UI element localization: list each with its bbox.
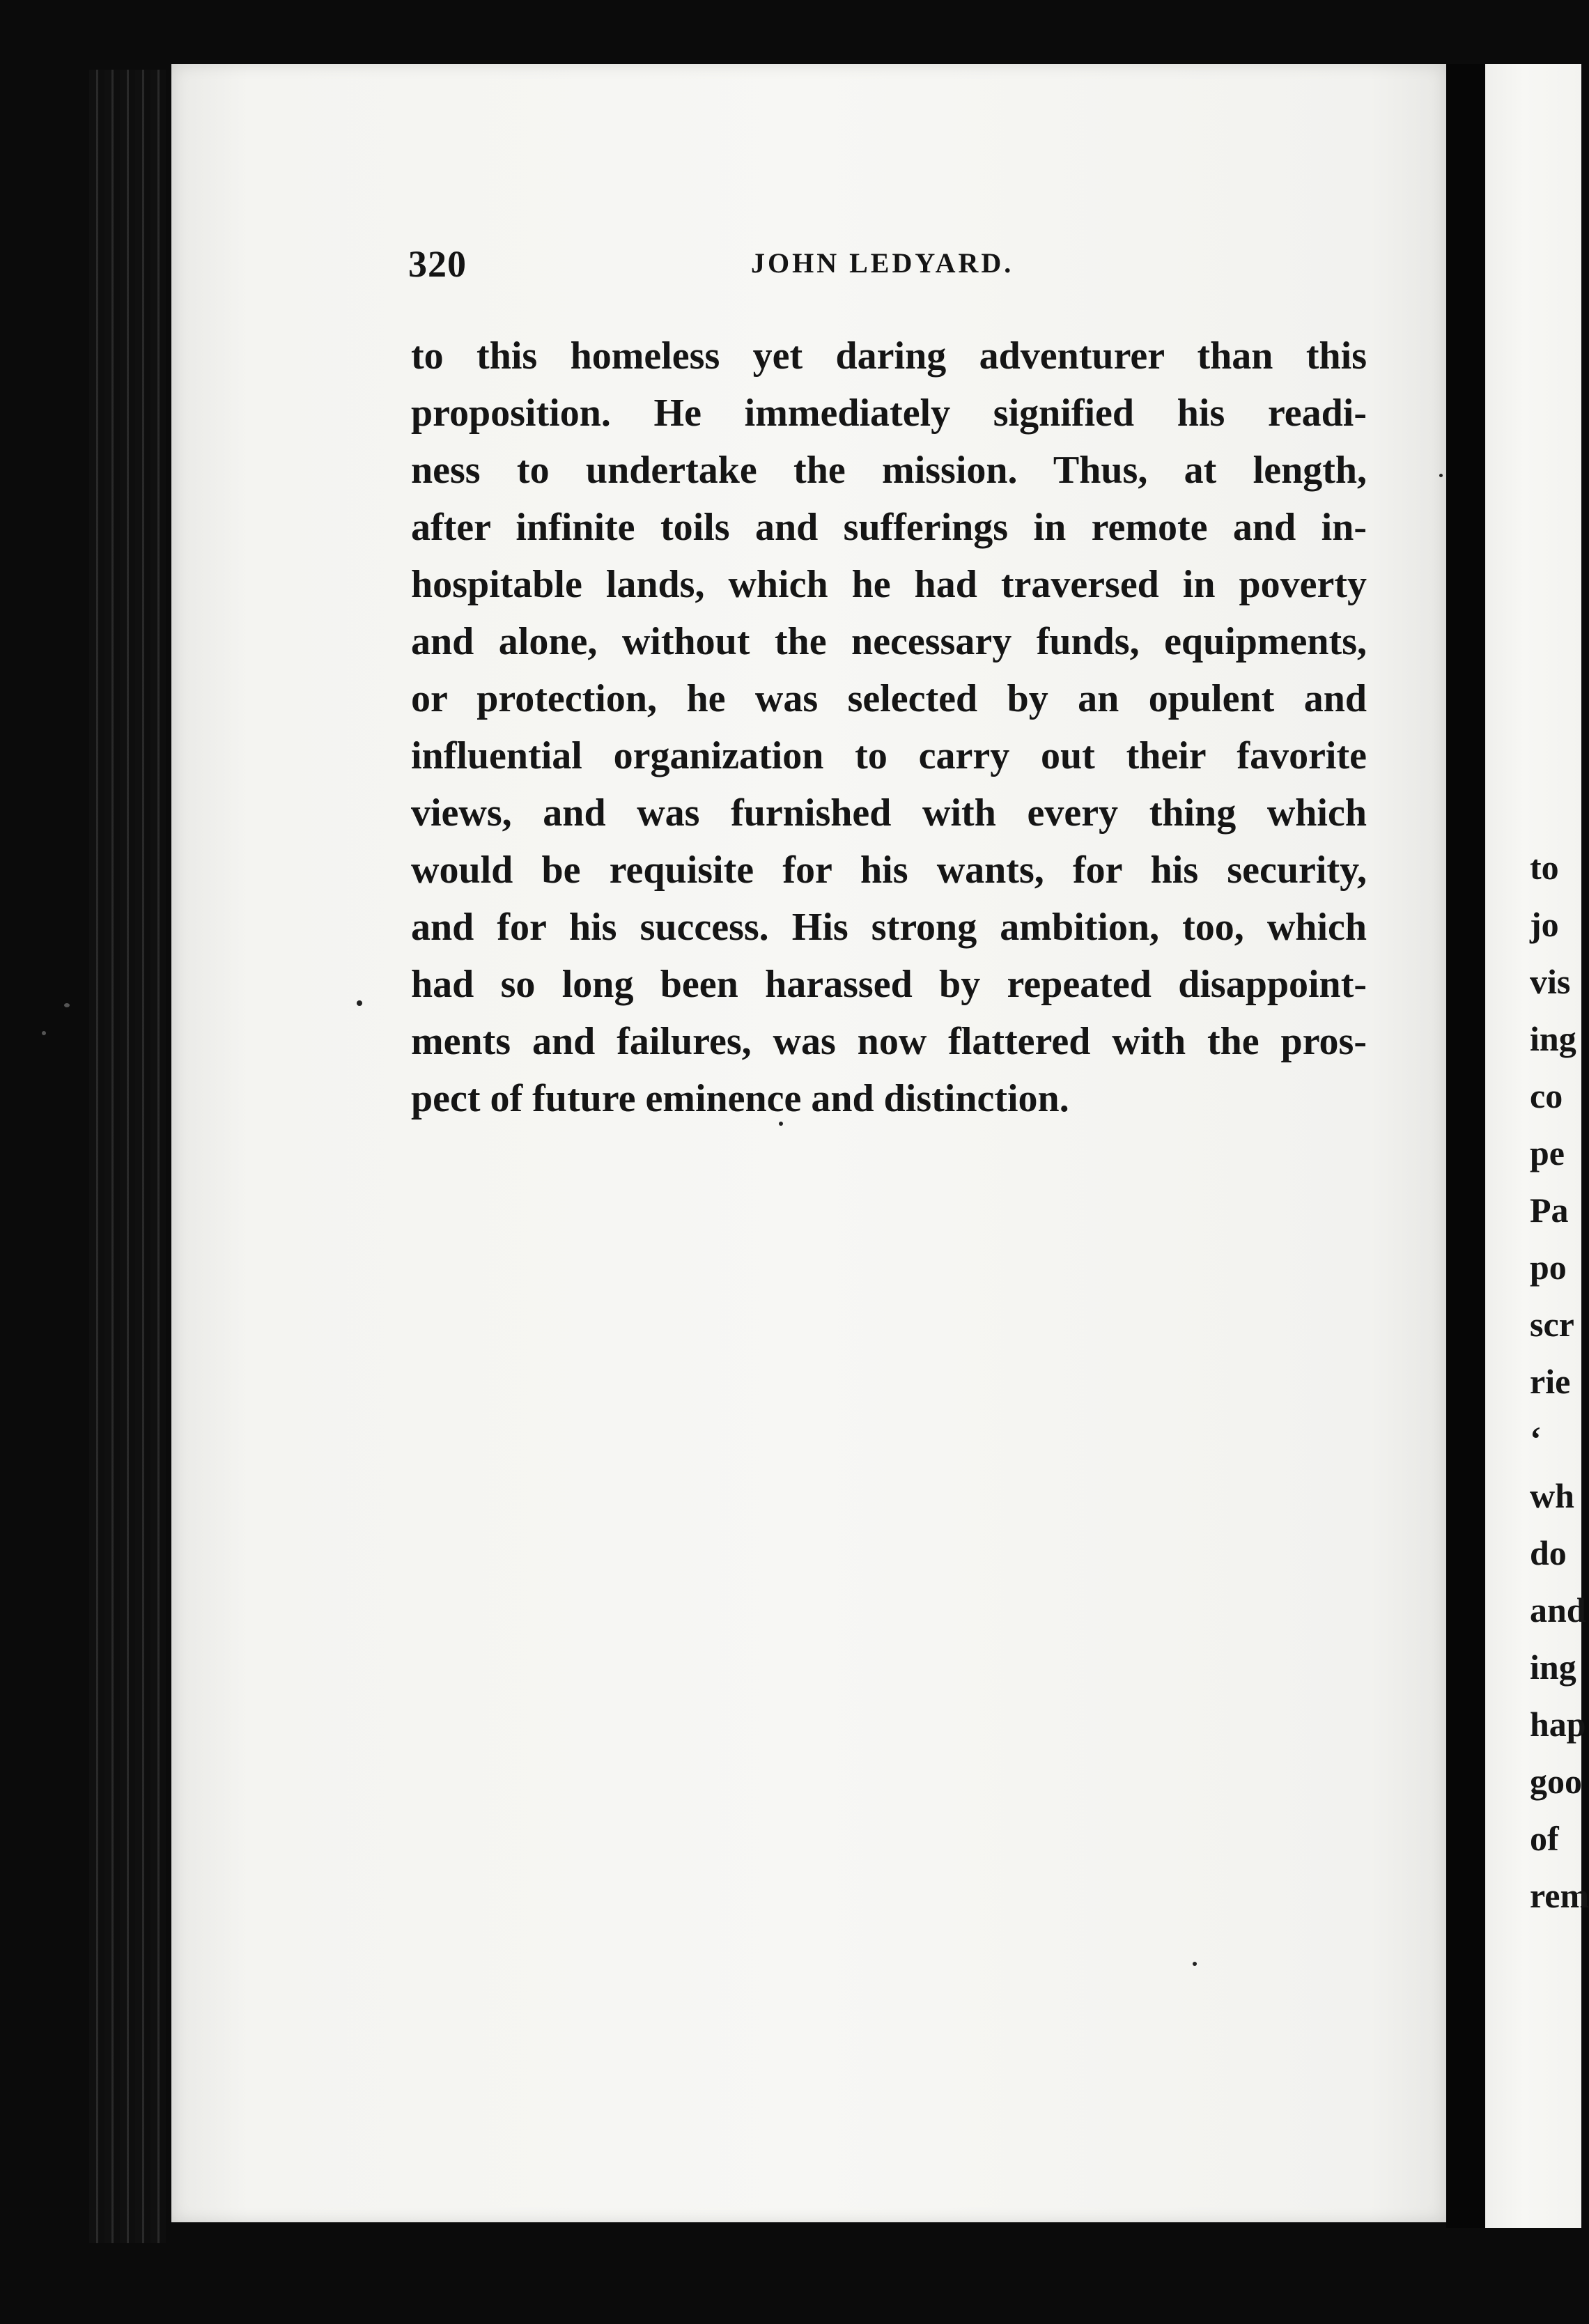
page-number: 320 — [408, 243, 467, 285]
text-line: hospitable lands, which he had traversed in poverty — [411, 563, 1367, 606]
text-line: views, and was furnished with every thing which — [411, 791, 1367, 835]
fragment-line: po — [1530, 1248, 1567, 1287]
fragment-line: goo — [1530, 1762, 1582, 1801]
scan-speck — [779, 1122, 783, 1126]
text-line: pect of future eminence and distinction. — [411, 1077, 1069, 1120]
text-line: had so long been harassed by repeated disappoint- — [411, 963, 1367, 1006]
bleed-through-text — [411, 1101, 1367, 1558]
text-line: and alone, without the necessary funds, equipments, — [411, 620, 1367, 663]
scan-speck — [1193, 1962, 1197, 1966]
fragment-line: ing — [1530, 1019, 1576, 1058]
fragment-line: pe — [1530, 1133, 1565, 1172]
fragment-line: jo — [1530, 905, 1559, 944]
fragment-line: and — [1530, 1590, 1586, 1629]
fragment-line: ing — [1530, 1648, 1576, 1687]
text-line: and for his success. His strong ambition, too, which — [411, 906, 1367, 949]
fragment-line: Pa — [1530, 1191, 1569, 1230]
running-head: JOHN LEDYARD. — [751, 247, 1014, 279]
fragment-line: hap — [1530, 1705, 1586, 1744]
text-line: would be requisite for his wants, for his security, — [411, 849, 1367, 892]
body-paragraph — [411, 327, 1367, 1127]
fragment-line: co — [1530, 1076, 1563, 1115]
scan-speck — [42, 1031, 46, 1035]
text-line: ness to undertake the mission. Thus, at length, — [411, 449, 1367, 492]
text-line: or protection, he was selected by an opulent and — [411, 677, 1367, 720]
scan-speck — [357, 1000, 362, 1006]
book-spine — [89, 70, 166, 2243]
text-line: influential organization to carry out their favorite — [411, 734, 1367, 777]
fragment-line: ‘ — [1530, 1419, 1542, 1458]
fragment-line: rem — [1530, 1876, 1589, 1915]
text-line: after infinite toils and sufferings in remote and in- — [411, 506, 1367, 549]
fragment-line: do — [1530, 1533, 1567, 1572]
scan-speck — [1439, 474, 1443, 477]
fragment-line: scr — [1530, 1305, 1574, 1344]
text-line: to this homeless yet daring adventurer than this — [411, 334, 1367, 378]
scan-speck — [64, 1003, 70, 1007]
fragment-line: rie — [1530, 1362, 1571, 1401]
fragment-line: of — [1530, 1819, 1559, 1858]
text-line: proposition. He immediately signified his readi- — [411, 392, 1367, 435]
fragment-line: to — [1530, 848, 1559, 887]
page-gutter — [1446, 64, 1485, 2228]
text-line: ments and failures, was now flattered with the pros- — [411, 1020, 1367, 1063]
fragment-line: wh — [1530, 1476, 1574, 1515]
fragment-line: vis — [1530, 962, 1571, 1001]
right-page-text-fragments — [1530, 839, 1589, 1924]
